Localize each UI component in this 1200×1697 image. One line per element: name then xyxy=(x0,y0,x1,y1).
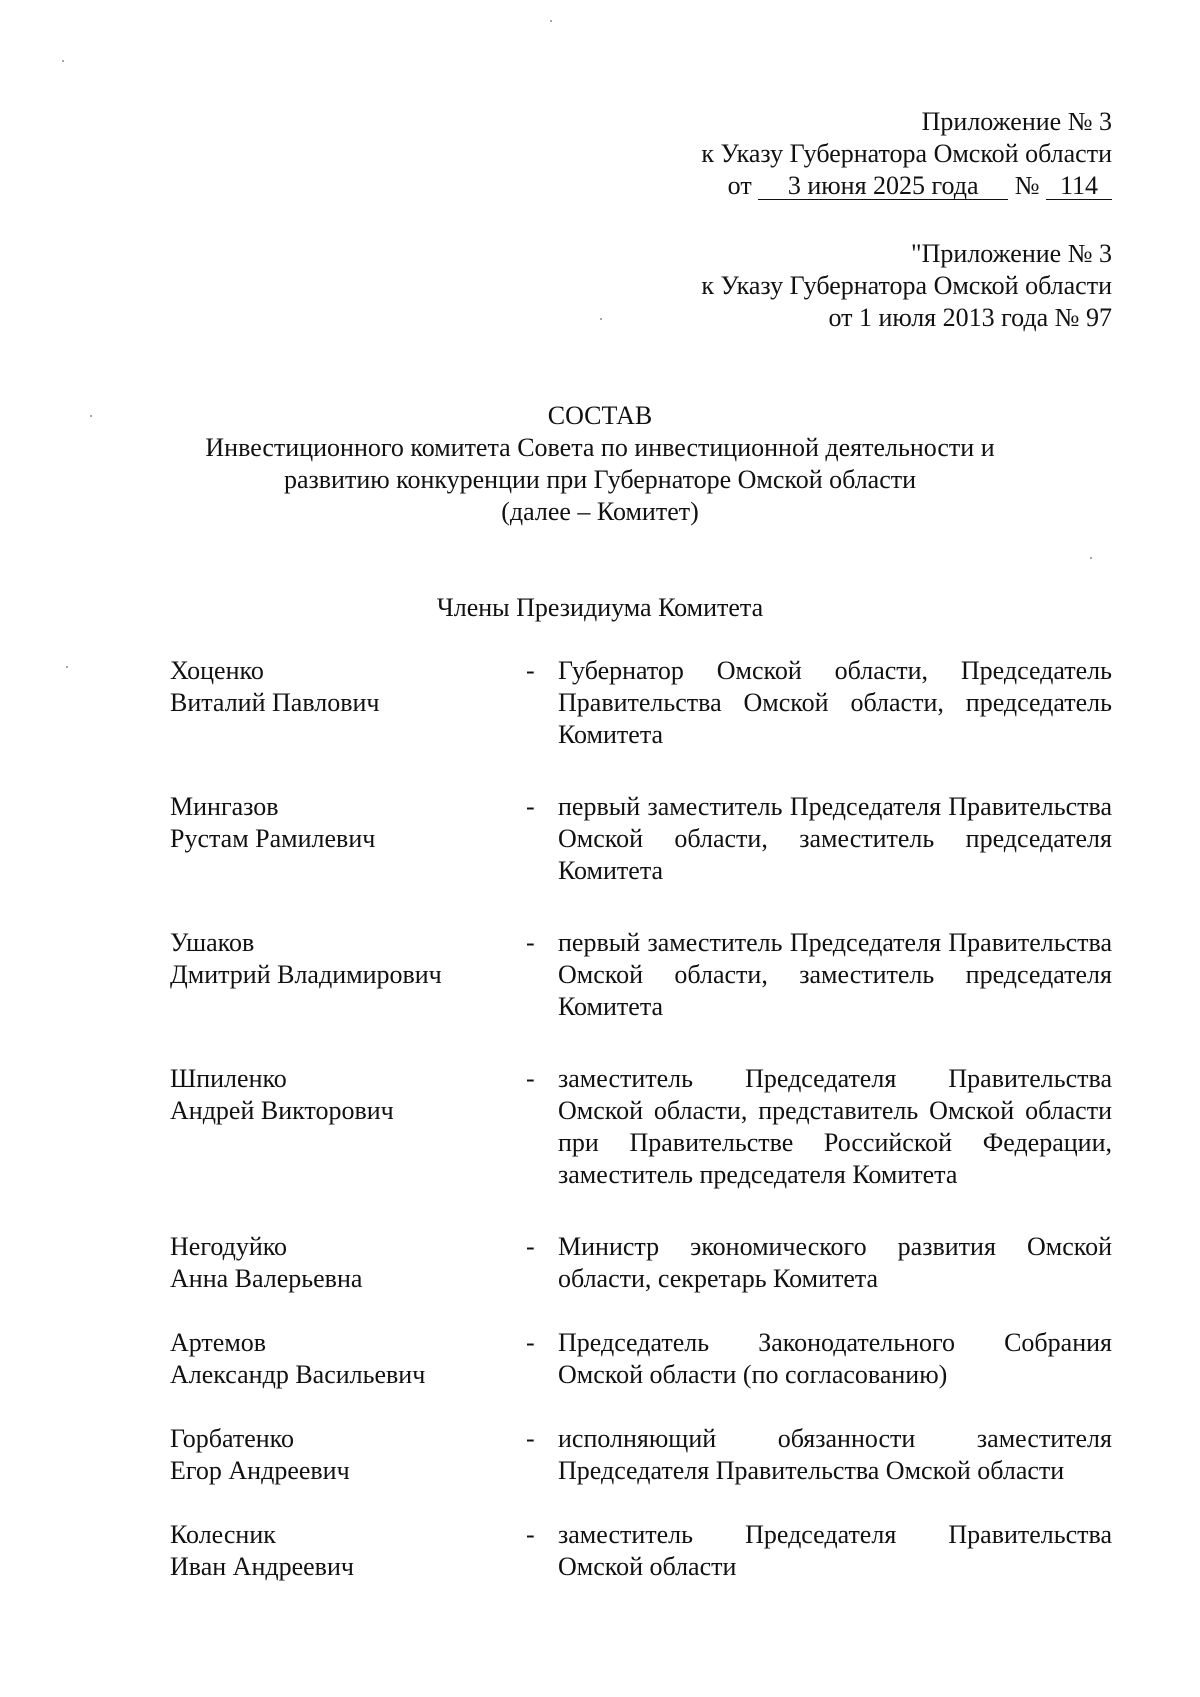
member-role: Председатель Законодательного Собрания Омской области (по согласованию) xyxy=(558,1328,1112,1389)
members-list xyxy=(170,655,1112,1583)
member-dash: - xyxy=(526,1064,535,1093)
member-name xyxy=(170,1423,520,1487)
section-title: Члены Президиума Комитета xyxy=(436,593,764,622)
member-surname: Артемов xyxy=(170,1328,267,1357)
member-given-name: Егор Андреевич xyxy=(170,1456,350,1485)
member-given-name: Рустам Рамилевич xyxy=(170,824,376,853)
member-name xyxy=(170,1519,520,1583)
scan-speck xyxy=(600,318,602,320)
member-surname: Хоценко xyxy=(170,656,264,685)
appendix-current-block xyxy=(701,106,1112,202)
title-line3: (далее – Комитет) xyxy=(501,497,699,526)
member-dash: - xyxy=(526,1520,535,1549)
member-role: первый заместитель Председателя Правительства Омской области, заместитель председателя Комитета xyxy=(558,928,1112,1021)
title-line1: Инвестиционного комитета Совета по инвестиционной деятельности и xyxy=(205,433,995,462)
appendix-original-line3: от 1 июля 2013 года № 97 xyxy=(828,303,1112,332)
title-heading: СОСТАВ xyxy=(547,401,653,430)
member-role: Губернатор Омской области, Председатель Правительства Омской области, председатель Комитета xyxy=(558,656,1112,749)
decree-number: 114 xyxy=(1046,173,1112,200)
member-role: заместитель Председателя Правительства Омской области xyxy=(558,1520,1112,1581)
member-surname: Негодуйко xyxy=(170,1232,288,1261)
member-row xyxy=(170,655,1112,751)
member-dash: - xyxy=(526,656,535,685)
appendix-original-line2: к Указу Губернатора Омской области xyxy=(701,271,1112,300)
member-row xyxy=(170,1519,1112,1583)
member-row xyxy=(170,1423,1112,1487)
member-surname: Мингазов xyxy=(170,792,279,821)
document-title xyxy=(0,400,1200,528)
decree-date: 3 июня 2025 года xyxy=(758,173,1008,200)
scan-speck xyxy=(90,415,92,417)
member-row xyxy=(170,1327,1112,1391)
member-surname: Ушаков xyxy=(170,928,255,957)
appendix-current-line1: Приложение № 3 xyxy=(921,107,1112,136)
member-name xyxy=(170,655,520,751)
appendix-original-block xyxy=(701,238,1112,334)
member-dash: - xyxy=(526,928,535,957)
member-row xyxy=(170,927,1112,1023)
member-given-name: Александр Васильевич xyxy=(170,1360,426,1389)
appendix-current-date-line xyxy=(701,170,1112,202)
member-surname: Шпиленко xyxy=(170,1064,287,1093)
number-label: № xyxy=(1014,171,1040,200)
member-name xyxy=(170,927,520,1023)
member-role: Министр экономического развития Омской области, секретарь Комитета xyxy=(558,1232,1112,1293)
scan-speck xyxy=(62,60,64,62)
member-name xyxy=(170,791,520,887)
member-dash: - xyxy=(526,792,535,821)
scan-speck xyxy=(66,666,68,668)
member-dash: - xyxy=(526,1328,535,1357)
member-surname: Горбатенко xyxy=(170,1424,294,1453)
member-given-name: Анна Валерьевна xyxy=(170,1264,363,1293)
member-name xyxy=(170,1063,520,1191)
appendix-original-line1: "Приложение № 3 xyxy=(911,239,1112,268)
title-line2: развитию конкуренции при Губернаторе Омской области xyxy=(283,465,917,494)
member-row xyxy=(170,791,1112,887)
scan-speck xyxy=(550,20,552,22)
member-given-name: Виталий Павлович xyxy=(170,688,380,717)
member-name xyxy=(170,1231,520,1295)
member-given-name: Андрей Викторович xyxy=(170,1096,394,1125)
member-surname: Колесник xyxy=(170,1520,276,1549)
member-given-name: Иван Андреевич xyxy=(170,1552,354,1581)
member-row xyxy=(170,1231,1112,1295)
member-role: исполняющий обязанности заместителя Председателя Правительства Омской области xyxy=(558,1424,1112,1485)
member-given-name: Дмитрий Владимирович xyxy=(170,960,442,989)
member-row xyxy=(170,1063,1112,1191)
member-role: заместитель Председателя Правительства Омской области, представитель Омской области при Правительстве Российской Федерации, заместитель председателя Комитета xyxy=(558,1064,1112,1189)
member-role: первый заместитель Председателя Правительства Омской области, заместитель председателя Комитета xyxy=(558,792,1112,885)
member-name xyxy=(170,1327,520,1391)
scan-speck xyxy=(1090,557,1092,559)
appendix-current-line2: к Указу Губернатора Омской области xyxy=(701,139,1112,168)
member-dash: - xyxy=(526,1424,535,1453)
member-dash: - xyxy=(526,1232,535,1261)
from-label: от xyxy=(727,171,752,200)
